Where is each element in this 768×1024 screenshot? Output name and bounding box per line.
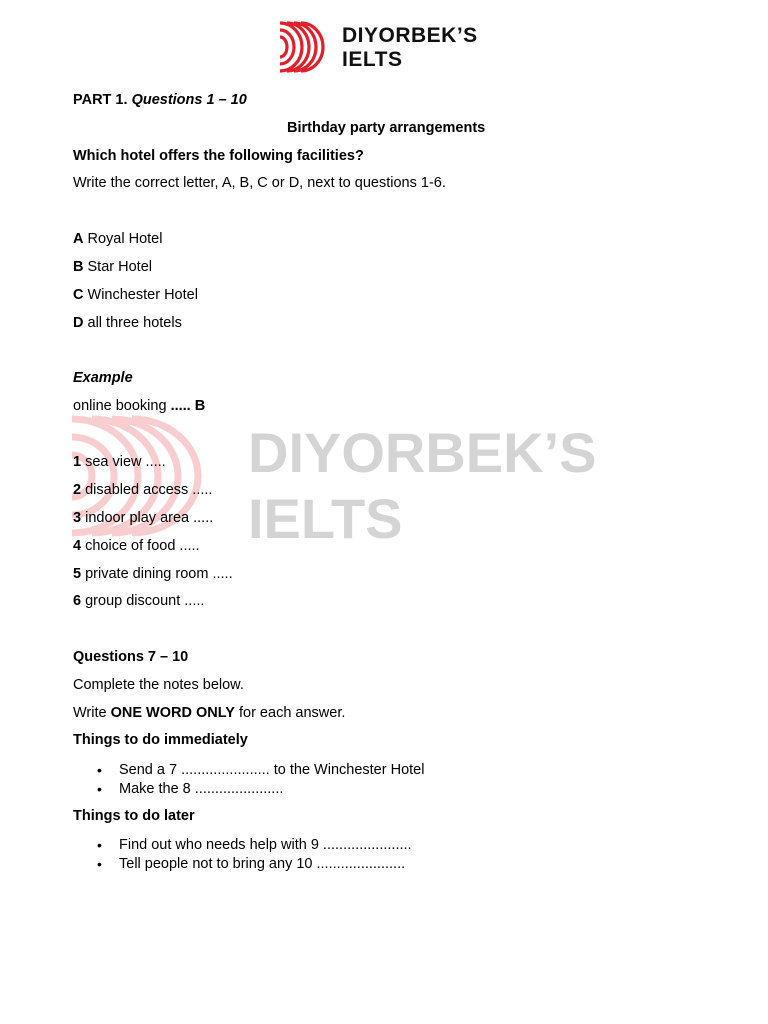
bullet-icon: • (97, 781, 102, 797)
section2-heading: Questions 7 – 10 (73, 649, 189, 665)
question-text: disabled access ..... (85, 482, 213, 498)
question-text: sea view ..... (85, 454, 166, 470)
question-text: indoor play area ..... (85, 510, 214, 526)
bullet-text: Find out who needs help with 9 ...................... (119, 837, 412, 853)
later-heading: Things to do later (73, 808, 195, 824)
part-heading (73, 92, 247, 108)
section-title: Birthday party arrangements (287, 120, 486, 136)
logo-line2: IELTS (342, 48, 403, 71)
example-item: online booking (73, 398, 167, 414)
question-number: 6 (73, 593, 82, 609)
question-number: 3 (73, 510, 82, 526)
option-a (73, 231, 162, 247)
write-pre: Write (73, 705, 107, 721)
part-questions: Questions 1 – 10 (131, 92, 247, 108)
bullet-text: Tell people not to bring any 10 ...................... (119, 856, 406, 872)
option-b (73, 259, 152, 275)
question-heading: Which hotel offers the following facilities? (73, 148, 364, 164)
example-row (73, 398, 205, 414)
watermark-text (248, 422, 628, 546)
option-text: all three hotels (87, 315, 182, 331)
part-label: PART 1. (73, 92, 128, 108)
example-answer: ..... B (170, 398, 206, 414)
option-text: Winchester Hotel (87, 287, 198, 303)
question-2 (73, 482, 212, 498)
bullet-icon: • (97, 856, 102, 872)
write-bold: ONE WORD ONLY (110, 705, 235, 721)
option-letter: B (73, 259, 84, 275)
question-number: 4 (73, 538, 82, 554)
immediate-heading: Things to do immediately (73, 732, 248, 748)
question-number: 2 (73, 482, 82, 498)
bullet-icon: • (97, 762, 102, 778)
watermark-line2: IELTS (248, 487, 403, 546)
option-text: Royal Hotel (87, 231, 163, 247)
question-1 (73, 454, 166, 470)
option-letter: D (73, 315, 84, 331)
option-letter: C (73, 287, 84, 303)
complete-instruction: Complete the notes below. (73, 677, 244, 693)
bullet-text: Make the 8 ...................... (119, 781, 284, 797)
bullet-icon: • (97, 837, 102, 853)
write-post: for each answer. (238, 705, 346, 721)
logo-line1: DIYORBEK’S (342, 24, 478, 47)
question-text: choice of food ..... (85, 538, 200, 554)
option-text: Star Hotel (87, 259, 152, 275)
option-c (73, 287, 198, 303)
question-text: private dining room ..... (85, 566, 233, 582)
word-limit-instruction (73, 705, 345, 721)
question-3 (73, 510, 213, 526)
logo-rings-icon (278, 20, 330, 74)
watermark-line1: DIYORBEK’S (248, 422, 597, 484)
question-number: 5 (73, 566, 82, 582)
logo-text (342, 24, 478, 72)
option-d (73, 315, 182, 331)
question-5 (73, 566, 233, 582)
example-label: Example (73, 370, 133, 386)
question-text: group discount ..... (85, 593, 205, 609)
question-4 (73, 538, 200, 554)
question-6 (73, 593, 204, 609)
option-letter: A (73, 231, 84, 247)
bullet-text: Send a 7 ...................... to the Winchester Hotel (119, 762, 425, 778)
instruction: Write the correct letter, A, B, C or D, next to questions 1-6. (73, 175, 446, 191)
question-number: 1 (73, 454, 82, 470)
